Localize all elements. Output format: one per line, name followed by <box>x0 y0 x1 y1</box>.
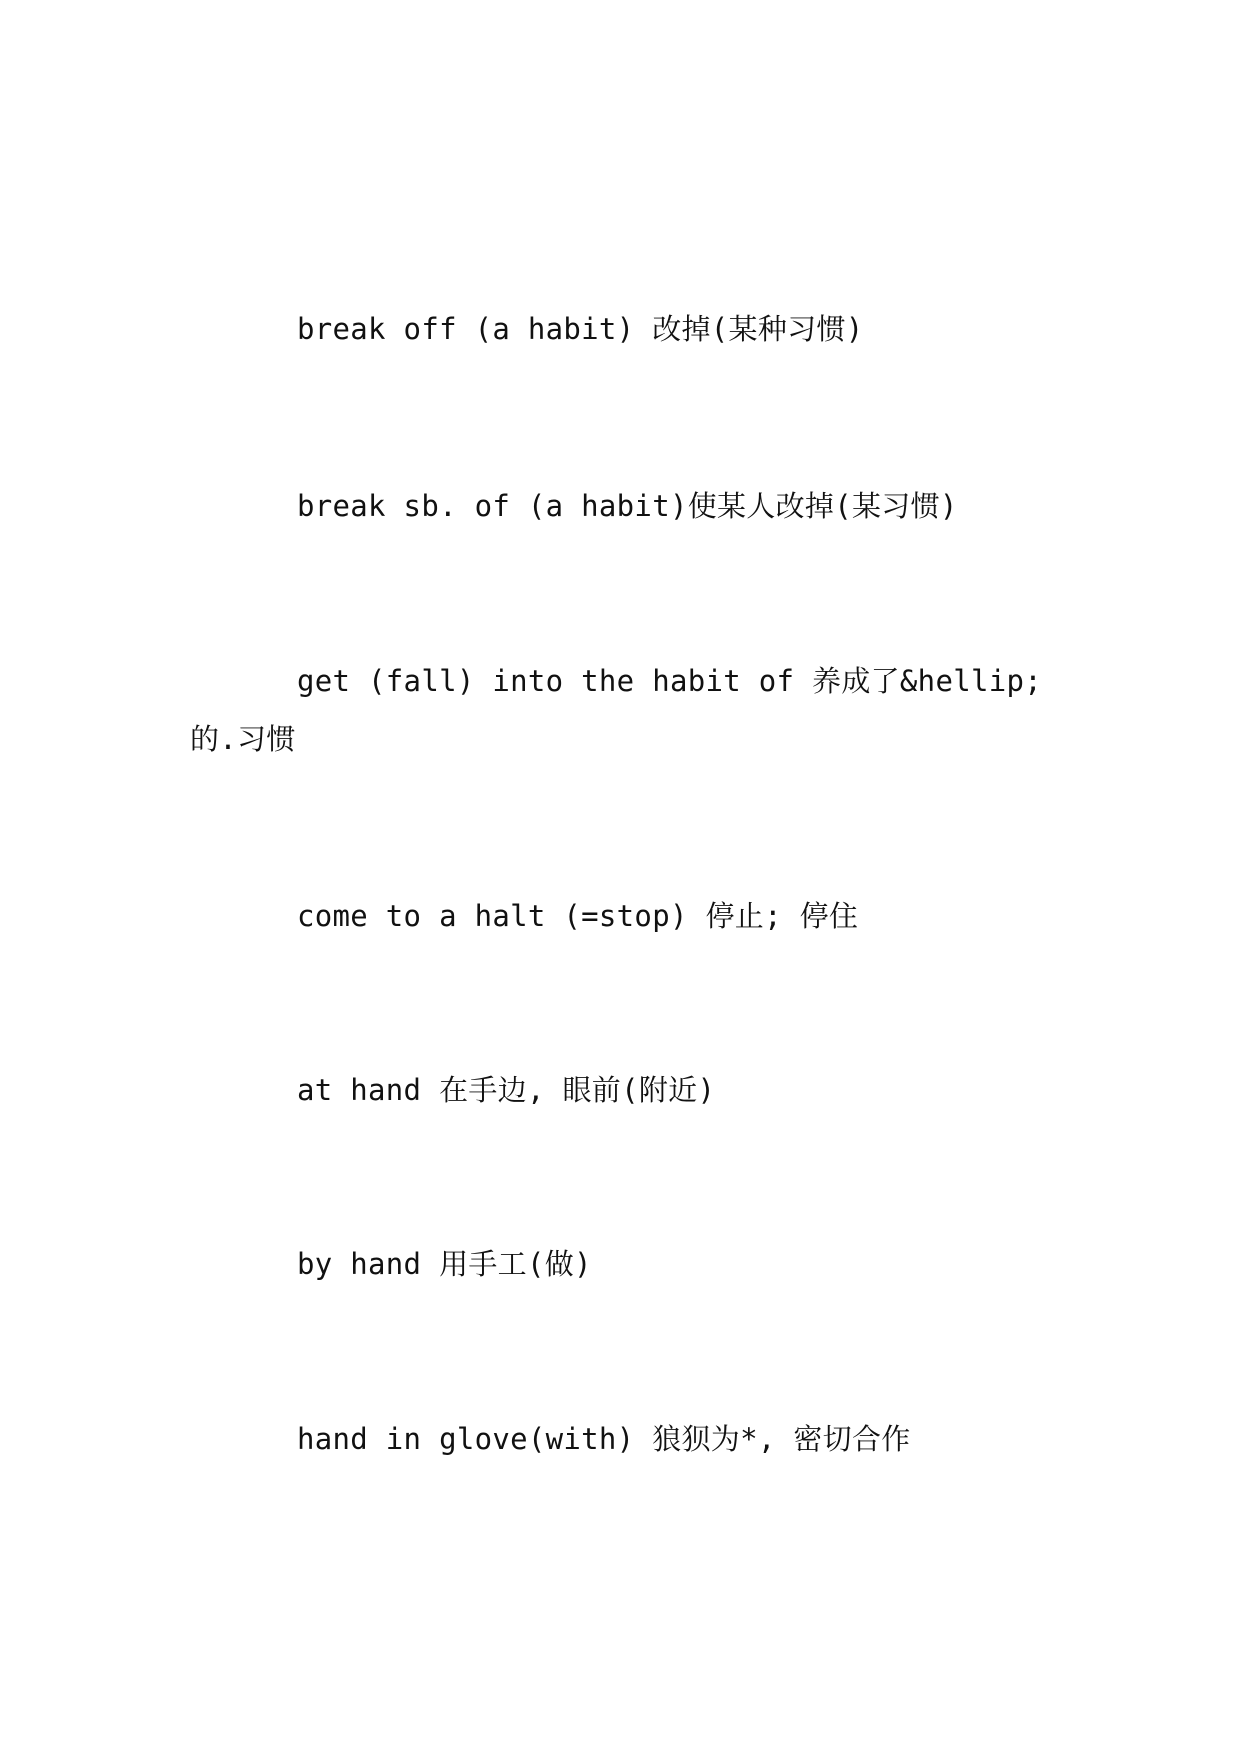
phrase-entry: get (fall) into the habit of 养成了&hellip;的.习惯 <box>190 664 1043 756</box>
phrase-entry: break sb. of (a habit)使某人改掉(某习惯) <box>297 489 958 523</box>
phrase-entry: at hand 在手边, 眼前(附近) <box>297 1073 716 1107</box>
phrase-entry: by hand 用手工(做) <box>297 1247 592 1281</box>
phrase-entry: break off (a habit) 改掉(某种习惯) <box>297 312 864 346</box>
phrase-entry: come to a halt (=stop) 停止; 停住 <box>297 899 859 933</box>
phrase-entry: hand in glove(with) 狼狈为*, 密切合作 <box>297 1422 911 1456</box>
